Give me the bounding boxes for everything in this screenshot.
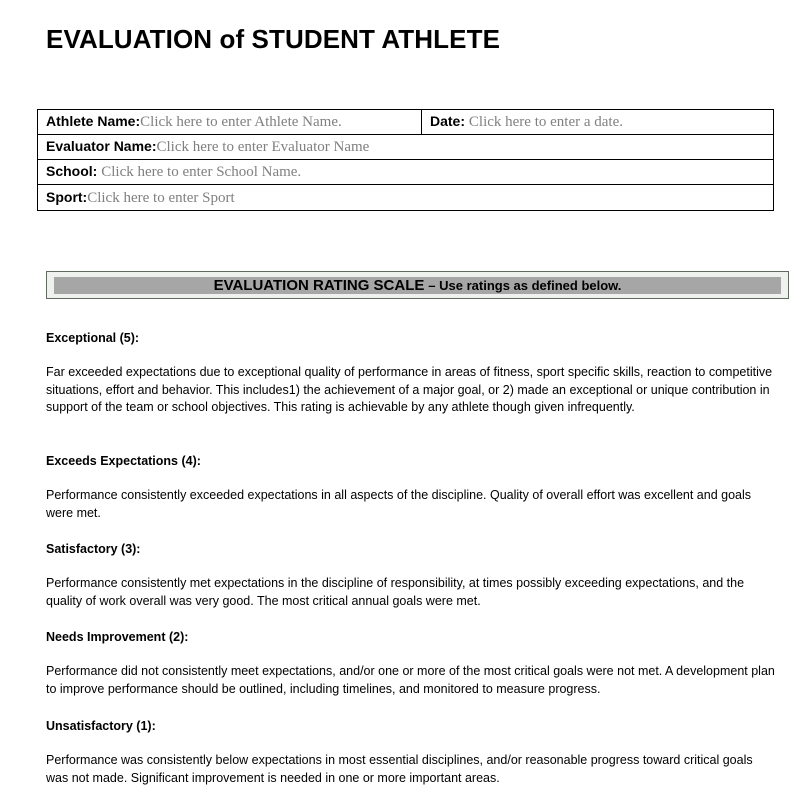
- rating-exceptional-heading: Exceptional (5):: [46, 331, 140, 345]
- rating-exceptional-description: Far exceeded expectations due to exceptional quality of performance in areas of fitness, sport specific skills, reaction to competitive situations, effort and behavior. This includes1) the achievement of a major goal, or 2) made an exceptional or unique contribution in support of the team or school objectives. This rating is achievable by any athlete though given infrequently.: [46, 365, 773, 415]
- athlete-name-label: Athlete Name:: [46, 113, 141, 129]
- sport-field[interactable]: Click here to enter Sport: [87, 189, 235, 206]
- rating-unsatisfactory-description: Performance was consistently below expectations in most essential disciplines, and/or reasonable progress toward critical goals was not made. Significant improvement is needed in one or more important areas.: [46, 753, 753, 785]
- rating-scale-banner: [46, 271, 789, 299]
- rating-exceeds-description: Performance consistently exceeded expectations in all aspects of the discipline. Quality of overall effort was excellent and goals were met.: [46, 488, 752, 520]
- date-field[interactable]: Click here to enter a date.: [468, 114, 624, 130]
- sport-label: Sport:: [46, 188, 88, 205]
- school-field[interactable]: Click here to enter School Name.: [101, 164, 302, 180]
- athlete-name-field[interactable]: Click here to enter Athlete Name.: [140, 114, 342, 130]
- rating-unsatisfactory-heading: Unsatisfactory (1):: [46, 719, 156, 733]
- athlete-info-table: [37, 109, 774, 211]
- date-label: Date:: [430, 113, 466, 129]
- table-row: [38, 135, 774, 160]
- rating-needs-improvement-heading: Needs Improvement (2):: [46, 630, 189, 644]
- sport-cell: [38, 185, 774, 211]
- rating-exceeds-heading: Exceeds Expectations (4):: [46, 454, 201, 468]
- rating-scale-heading: EVALUATION RATING SCALE: [213, 277, 425, 294]
- table-row: [38, 160, 774, 185]
- evaluator-name-field[interactable]: Click here to enter Evaluator Name: [156, 139, 370, 155]
- rating-needs-improvement-description: Performance did not consistently meet expectations, and/or one or more of the most critical goals were not met. A development plan to improve performance should be outlined, including timelines, and monitored to measure progress.: [46, 664, 775, 696]
- date-cell: [422, 110, 774, 135]
- page-title: EVALUATION of STUDENT ATHLETE: [46, 24, 501, 54]
- rating-scale-subheading: – Use ratings as defined below.: [428, 278, 622, 293]
- school-cell: [38, 160, 774, 185]
- rating-satisfactory-description: Performance consistently met expectations in the discipline of responsibility, at times possibly exceeding expectations, and the quality of work overall was very good. The most critical annual goals were met.: [46, 576, 745, 608]
- evaluator-name-cell: [38, 135, 774, 160]
- evaluator-name-label: Evaluator Name:: [46, 138, 157, 154]
- athlete-name-cell: [38, 110, 422, 135]
- rating-satisfactory-heading: Satisfactory (3):: [46, 542, 141, 556]
- table-row: [38, 110, 774, 135]
- rating-scale-banner-fill: [54, 277, 781, 294]
- table-row: [38, 185, 774, 211]
- school-label: School:: [46, 163, 98, 179]
